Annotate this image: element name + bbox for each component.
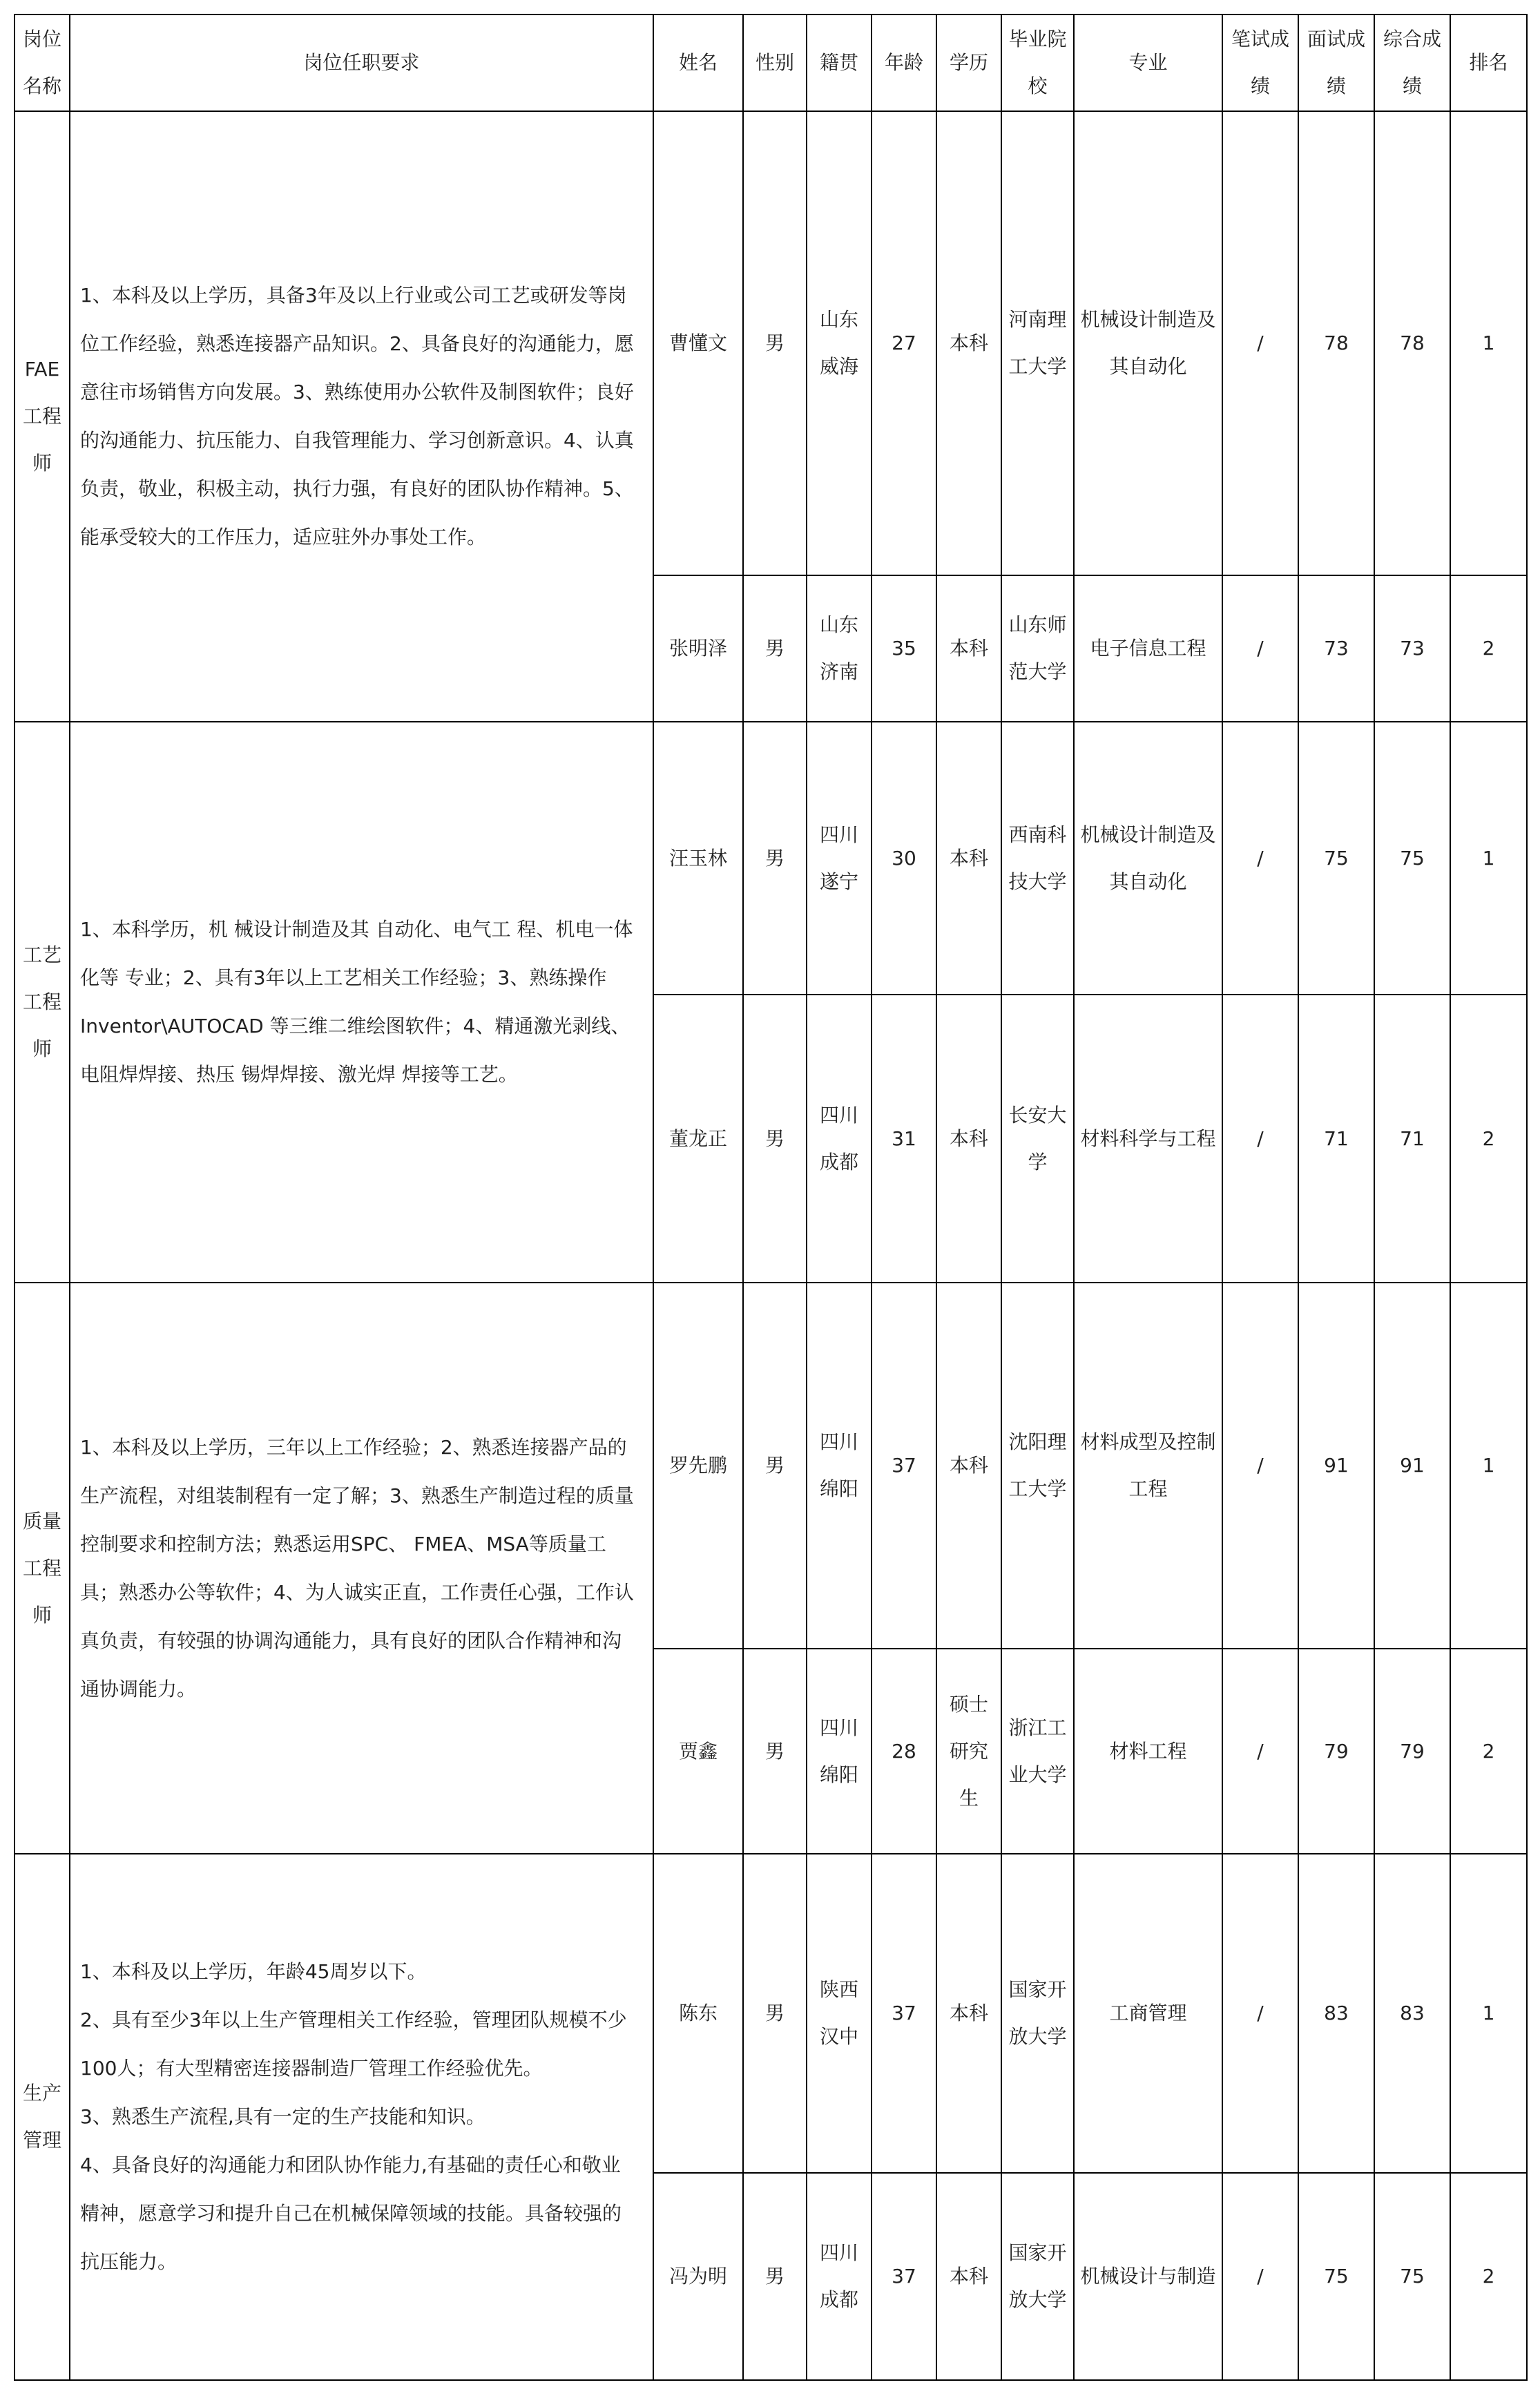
- interview-score: 75: [1298, 722, 1374, 995]
- candidate-education: 本科: [936, 2173, 1001, 2380]
- candidate-major: 工商管理: [1074, 1854, 1222, 2173]
- interview-score: 91: [1298, 1283, 1374, 1649]
- candidate-rank: 1: [1450, 111, 1527, 575]
- header-written: 笔试成绩: [1222, 15, 1298, 111]
- candidate-age: 28: [872, 1649, 936, 1854]
- candidate-name: 曹懂文: [653, 111, 743, 575]
- position-name: FAE工程师: [15, 111, 70, 722]
- candidate-major: 材料成型及控制工程: [1074, 1283, 1222, 1649]
- candidate-age: 31: [872, 995, 936, 1283]
- candidate-origin: 四川绵阳: [807, 1649, 872, 1854]
- interview-score: 83: [1298, 1854, 1374, 2173]
- total-score: 75: [1374, 722, 1450, 995]
- candidate-gender: 男: [743, 111, 807, 575]
- candidate-name: 张明泽: [653, 575, 743, 722]
- written-score: /: [1222, 1854, 1298, 2173]
- candidate-school: 河南理工大学: [1001, 111, 1074, 575]
- written-score: /: [1222, 995, 1298, 1283]
- candidate-education: 本科: [936, 995, 1001, 1283]
- position-name: 生产管理: [15, 1854, 70, 2380]
- candidate-gender: 男: [743, 722, 807, 995]
- candidate-major: 机械设计制造及其自动化: [1074, 111, 1222, 575]
- position-requirements: [70, 722, 653, 1283]
- table-row: [15, 722, 1527, 995]
- header-name: 姓名: [653, 15, 743, 111]
- candidate-education: 本科: [936, 111, 1001, 575]
- interview-score: 71: [1298, 995, 1374, 1283]
- interview-score: 73: [1298, 575, 1374, 722]
- candidate-education: 本科: [936, 1283, 1001, 1649]
- candidate-origin: 四川成都: [807, 995, 872, 1283]
- table-row: [15, 111, 1527, 575]
- requirement-line: 1、本科及以上学历，年龄45周岁以下。: [80, 1960, 427, 1983]
- results-table: [14, 14, 1528, 2381]
- header-education: 学历: [936, 15, 1001, 111]
- candidate-age: 30: [872, 722, 936, 995]
- table-row: [15, 1854, 1527, 2173]
- position-requirements: [70, 1283, 653, 1854]
- candidate-school: 国家开放大学: [1001, 1854, 1074, 2173]
- total-score: 79: [1374, 1649, 1450, 1854]
- header-position: 岗位名称: [15, 15, 70, 111]
- candidate-gender: 男: [743, 995, 807, 1283]
- candidate-age: 37: [872, 1854, 936, 2173]
- candidate-rank: 1: [1450, 1283, 1527, 1649]
- candidate-gender: 男: [743, 1649, 807, 1854]
- candidate-major: 材料工程: [1074, 1649, 1222, 1854]
- header-major: 专业: [1074, 15, 1222, 111]
- table-body: [15, 111, 1527, 2380]
- candidate-name: 贾鑫: [653, 1649, 743, 1854]
- candidate-education: 本科: [936, 575, 1001, 722]
- candidate-school: 西南科技大学: [1001, 722, 1074, 995]
- position-requirements: [70, 1854, 653, 2380]
- candidate-rank: 2: [1450, 2173, 1527, 2380]
- candidate-major: 机械设计制造及其自动化: [1074, 722, 1222, 995]
- candidate-gender: 男: [743, 575, 807, 722]
- position-name: 工艺工程师: [15, 722, 70, 1283]
- total-score: 91: [1374, 1283, 1450, 1649]
- candidate-name: 陈东: [653, 1854, 743, 2173]
- requirement-line: 1、本科学历，机 械设计制造及其 自动化、电气工 程、机电一体化等 专业；2、具有3年以上工艺相关工作经验；3、熟练操作 Inventor\AUTOCAD 等三维二维绘图软件；4、精通激光剥线、 电阻焊焊接、热压 锡焊焊接、激光焊 焊接等工艺。: [80, 918, 633, 1086]
- written-score: /: [1222, 2173, 1298, 2380]
- candidate-school: 浙江工业大学: [1001, 1649, 1074, 1854]
- candidate-origin: 四川成都: [807, 2173, 872, 2380]
- candidate-school: 国家开放大学: [1001, 2173, 1074, 2380]
- candidate-origin: 四川绵阳: [807, 1283, 872, 1649]
- requirement-line: 4、具备良好的沟通能力和团队协作能力,有基础的责任心和敬业精神，愿意学习和提升自己在机械保障领域的技能。具备较强的抗压能力。: [80, 2154, 622, 2273]
- candidate-gender: 男: [743, 1854, 807, 2173]
- header-age: 年龄: [872, 15, 936, 111]
- candidate-name: 汪玉林: [653, 722, 743, 995]
- candidate-rank: 1: [1450, 1854, 1527, 2173]
- candidate-school: 长安大学: [1001, 995, 1074, 1283]
- written-score: /: [1222, 1283, 1298, 1649]
- candidate-origin: 山东威海: [807, 111, 872, 575]
- requirement-line: 1、本科及以上学历，三年以上工作经验；2、熟悉连接器产品的生产流程，对组装制程有一定了解；3、熟悉生产制造过程的质量控制要求和控制方法；熟悉运用SPC、 FMEA、MSA等质量工具；熟悉办公等软件；4、为人诚实正直，工作责任心强，工作认真负责，有较强的协调沟通能力，具有良好的团队合作精神和沟通协调能力。: [80, 1435, 634, 1700]
- total-score: 75: [1374, 2173, 1450, 2380]
- candidate-school: 山东师范大学: [1001, 575, 1074, 722]
- candidate-education: 本科: [936, 1854, 1001, 2173]
- candidate-major: 机械设计与制造: [1074, 2173, 1222, 2380]
- candidate-name: 冯为明: [653, 2173, 743, 2380]
- candidate-rank: 2: [1450, 575, 1527, 722]
- interview-score: 78: [1298, 111, 1374, 575]
- written-score: /: [1222, 575, 1298, 722]
- candidate-gender: 男: [743, 1283, 807, 1649]
- candidate-age: 37: [872, 1283, 936, 1649]
- total-score: 73: [1374, 575, 1450, 722]
- position-name: 质量工程师: [15, 1283, 70, 1854]
- header-requirements: 岗位任职要求: [70, 15, 653, 111]
- position-requirements: [70, 111, 653, 722]
- candidate-rank: 2: [1450, 1649, 1527, 1854]
- header-school: 毕业院校: [1001, 15, 1074, 111]
- candidate-education: 硕士研究生: [936, 1649, 1001, 1854]
- candidate-rank: 1: [1450, 722, 1527, 995]
- written-score: /: [1222, 1649, 1298, 1854]
- candidate-major: 材料科学与工程: [1074, 995, 1222, 1283]
- candidate-gender: 男: [743, 2173, 807, 2380]
- header-gender: 性别: [743, 15, 807, 111]
- written-score: /: [1222, 111, 1298, 575]
- candidate-age: 27: [872, 111, 936, 575]
- candidate-education: 本科: [936, 722, 1001, 995]
- candidate-rank: 2: [1450, 995, 1527, 1283]
- total-score: 78: [1374, 111, 1450, 575]
- header-row: [15, 15, 1527, 111]
- candidate-origin: 陕西汉中: [807, 1854, 872, 2173]
- candidate-origin: 四川遂宁: [807, 722, 872, 995]
- requirement-line: 1、本科及以上学历，具备3年及以上行业或公司工艺或研发等岗位工作经验，熟悉连接器产品知识。2、具备良好的沟通能力，愿意往市场销售方向发展。3、熟练使用办公软件及制图软件；良好的沟通能力、抗压能力、自我管理能力、学习创新意识。4、认真负责，敬业，积极主动，执行力强，有良好的团队协作精神。5、能承受较大的工作压力，适应驻外办事处工作。: [80, 284, 634, 548]
- candidate-name: 罗先鹏: [653, 1283, 743, 1649]
- candidate-origin: 山东济南: [807, 575, 872, 722]
- interview-score: 79: [1298, 1649, 1374, 1854]
- written-score: /: [1222, 722, 1298, 995]
- candidate-major: 电子信息工程: [1074, 575, 1222, 722]
- table-row: [15, 1283, 1527, 1649]
- candidate-name: 董龙正: [653, 995, 743, 1283]
- interview-score: 75: [1298, 2173, 1374, 2380]
- candidate-school: 沈阳理工大学: [1001, 1283, 1074, 1649]
- requirement-line: 3、熟悉生产流程,具有一定的生产技能和知识。: [80, 2105, 485, 2128]
- requirement-line: 2、具有至少3年以上生产管理相关工作经验，管理团队规模不少100人；有大型精密连接器制造厂管理工作经验优先。: [80, 2009, 627, 2080]
- header-rank: 排名: [1450, 15, 1527, 111]
- header-total: 综合成绩: [1374, 15, 1450, 111]
- total-score: 71: [1374, 995, 1450, 1283]
- candidate-age: 37: [872, 2173, 936, 2380]
- candidate-age: 35: [872, 575, 936, 722]
- header-interview: 面试成绩: [1298, 15, 1374, 111]
- header-origin: 籍贯: [807, 15, 872, 111]
- total-score: 83: [1374, 1854, 1450, 2173]
